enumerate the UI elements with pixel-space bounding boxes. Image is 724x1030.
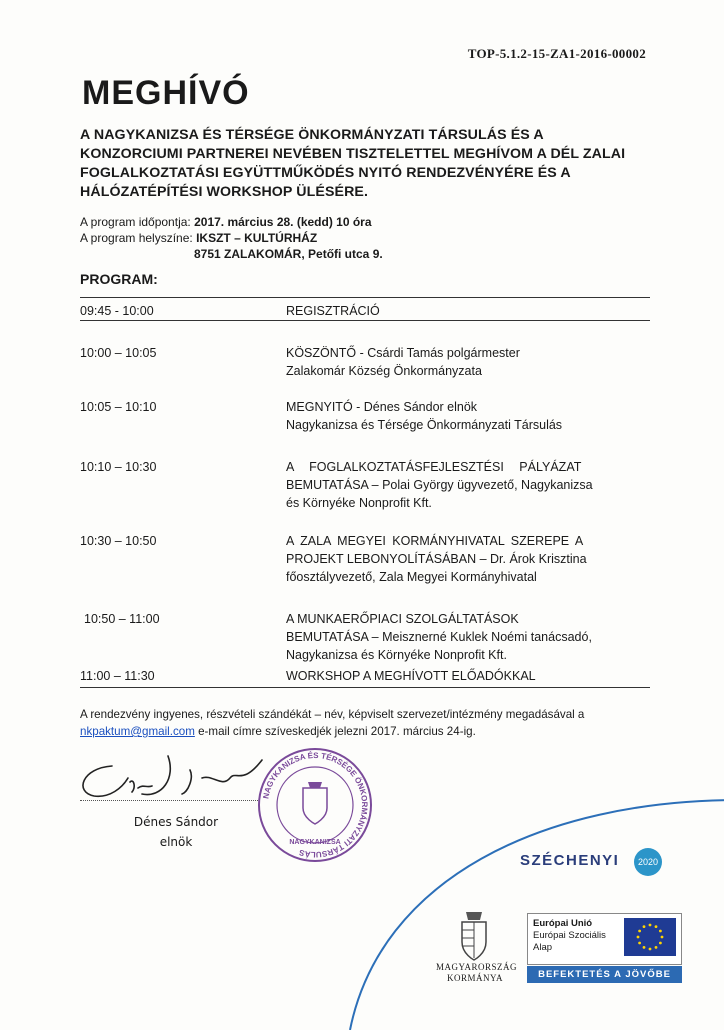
note-line: e-mail címre szíveskedjék jelezni 2017. március 24-ig.	[194, 725, 476, 738]
signatory-name: Dénes Sándor	[133, 815, 219, 829]
schedule-row	[80, 458, 650, 512]
desc-line: Zalakomár Község Önkormányzata	[286, 364, 482, 378]
schedule-desc	[286, 610, 648, 664]
eu-flag-icon	[624, 918, 676, 956]
desc-line: WORKSHOP A MEGHÍVOTT ELŐADÓKKAL	[286, 669, 536, 683]
schedule-time: 10:05 – 10:10	[80, 400, 157, 414]
stamp-bottom-text: NAGYKANIZSA	[289, 839, 341, 846]
invitation-heading	[80, 126, 650, 202]
desc-line: BEMUTATÁSA – Meisznerné Kuklek Noémi tanácsadó,	[286, 630, 592, 644]
schedule-time: 11:00 – 11:30	[80, 669, 155, 683]
desc-line: BEMUTATÁSA – Polai György ügyvezető, Nagykanizsa	[286, 478, 593, 492]
divider	[80, 687, 650, 688]
schedule-row	[80, 302, 650, 320]
signature	[72, 748, 282, 804]
eu-line: Alap	[533, 942, 553, 953]
program-title: PROGRAM:	[80, 271, 158, 287]
schedule-desc	[286, 458, 648, 512]
desc-line: PROJEKT LEBONYOLÍTÁSÁBAN – Dr. Árok Krisztina	[286, 552, 587, 566]
eu-logo-text	[533, 918, 606, 954]
desc-line: Nagykanizsa és Környéke Nonprofit Kft.	[286, 648, 507, 662]
eu-line: Európai Unió	[533, 918, 593, 929]
desc-line: és Környéke Nonprofit Kft.	[286, 496, 432, 510]
date-value: 2017. március 28. (kedd) 10 óra	[194, 215, 372, 229]
event-info	[80, 214, 383, 262]
schedule-desc	[286, 344, 648, 380]
slogan-banner: BEFEKTETÉS A JÖVŐBE	[527, 966, 682, 983]
desc-line: Nagykanizsa és Térsége Önkormányzati Társulás	[286, 418, 563, 432]
schedule-row	[80, 398, 650, 434]
schedule-time: 10:10 – 10:30	[80, 460, 157, 474]
heading-line: A NAGYKANIZSA ÉS TÉRSÉGE ÖNKORMÁNYZATI TÁRSULÁS ÉS A	[80, 127, 544, 143]
heading-line: KONZORCIUMI PARTNEREI NEVÉBEN TISZTELETTEL MEGHÍVOM A DÉL ZALAI	[80, 146, 626, 162]
registration-note	[80, 706, 650, 740]
desc-line: A MUNKAERŐPIACI SZOLGÁLTATÁSOK	[286, 612, 519, 626]
eu-line: Európai Szociális	[533, 930, 606, 941]
address: 8751 ZALAKOMÁR, Petőfi utca 9.	[194, 247, 383, 261]
coat-of-arms-icon	[303, 788, 327, 824]
schedule-row	[80, 667, 650, 685]
desc-line: főosztályvezető, Zala Megyei Kormányhivatal	[286, 570, 537, 584]
desc-line: A FOGLALKOZTATÁSFEJLESZTÉSI PÁLYÁZAT	[286, 460, 582, 474]
desc-line: MEGNYITÓ - Dénes Sándor elnök	[286, 400, 478, 414]
gov-line: KORMÁNYA	[446, 973, 503, 983]
schedule-time: 10:50 – 11:00	[84, 612, 160, 626]
note-line: A rendezvény ingyenes, részvételi szándékát – név, képviselt szervezet/intézmény megadásával a	[80, 708, 585, 721]
gov-line: MAGYARORSZÁG	[436, 962, 518, 972]
place-value: IKSZT – KULTÚRHÁZ	[196, 231, 318, 245]
desc-line: A ZALA MEGYEI KORMÁNYHIVATAL SZEREPE A	[286, 534, 584, 548]
schedule-row	[80, 610, 650, 664]
schedule-desc	[286, 398, 648, 434]
heading-line: HÁLÓZATÉPÍTÉSI WORKSHOP ÜLÉSÉRE.	[80, 184, 369, 200]
signatory	[116, 812, 236, 852]
szechenyi-2020-badge: 2020	[634, 848, 662, 876]
reference-number: TOP-5.1.2-15-ZA1-2016-00002	[467, 46, 646, 61]
signature-line	[80, 800, 260, 801]
email-link[interactable]: nkpaktum@gmail.com	[80, 725, 195, 738]
schedule-time: 09:45 - 10:00	[80, 304, 154, 318]
date-label: A program időpontja:	[80, 215, 191, 229]
divider	[80, 297, 650, 298]
schedule-row	[80, 344, 650, 380]
desc-line: REGISZTRÁCIÓ	[286, 304, 380, 318]
hungarian-coat-of-arms-icon	[454, 908, 494, 964]
schedule-desc	[286, 667, 648, 685]
government-logo-text	[436, 962, 518, 984]
schedule-desc	[286, 302, 648, 320]
schedule-row	[80, 532, 650, 586]
place-label: A program helyszíne:	[80, 231, 193, 245]
schedule-desc	[286, 532, 648, 586]
schedule-time: 10:30 – 10:50	[80, 534, 157, 548]
schedule-time: 10:00 – 10:05	[80, 346, 157, 360]
szechenyi-arc	[340, 760, 724, 1030]
szechenyi-logo: SZÉCHENYI	[520, 852, 620, 869]
stamp-text: NAGYKANIZSA ÉS TÉRSÉGE ÖNKORMÁNYZATI TÁRSULÁS	[261, 750, 370, 860]
heading-line: FOGLALKOZTATÁSI EGYÜTTMŰKÖDÉS NYITÓ RENDEZVÉNYÉRE ÉS A	[80, 165, 571, 181]
divider	[80, 320, 650, 321]
desc-line: KÖSZÖNTŐ - Csárdi Tamás polgármester	[286, 346, 520, 360]
page-title: MEGHÍVÓ	[82, 74, 250, 112]
signatory-role: elnök	[159, 835, 193, 849]
